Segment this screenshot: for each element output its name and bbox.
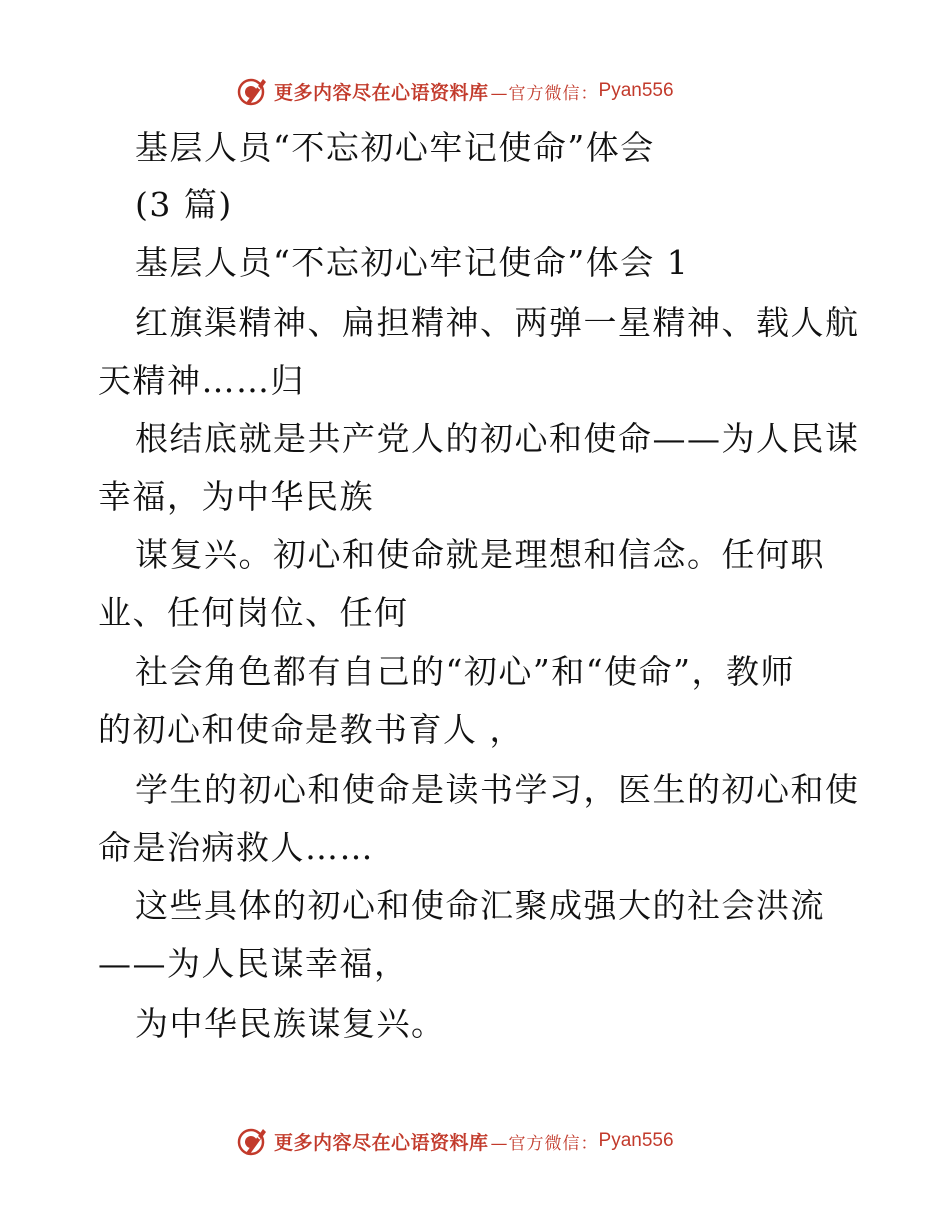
body-line: 谋复兴。初心和使命就是理想和信念。任何职 [135, 535, 825, 574]
watermark-separator: —官方微信： [490, 1133, 599, 1154]
body-line: 幸福，为中华民族 [98, 477, 374, 516]
body-line: 命是治病救人…… [98, 828, 374, 867]
watermark-separator: —官方微信： [490, 83, 599, 104]
pen-logo-icon [236, 75, 268, 107]
pen-logo-icon [236, 1125, 268, 1157]
document-title: 基层人员“不忘初心牢记使命”体会 [135, 128, 655, 167]
footer-watermark [236, 1124, 674, 1158]
body-line: 的初心和使命是教书育人 ， [98, 710, 524, 749]
body-line: 社会角色都有自己的“初心”和“使命”，教师 [135, 652, 795, 691]
body-line: ——为人民谋幸福， [98, 944, 409, 983]
body-line: 天精神……归 [98, 361, 305, 400]
body-line: 业、任何岗位、任何 [98, 593, 409, 632]
body-line: 学生的初心和使命是读书学习，医生的初心和使 [135, 770, 860, 809]
document-subtitle: (3 篇) [135, 185, 233, 224]
header-watermark [236, 74, 674, 108]
watermark-text: 更多内容尽在心语资料库 [274, 81, 489, 104]
body-line: 红旗渠精神、扁担精神、两弹一星精神、载人航 [135, 303, 860, 342]
body-line: 根结底就是共产党人的初心和使命——为人民谋 [135, 419, 860, 458]
watermark-text: 更多内容尽在心语资料库 [274, 1131, 489, 1154]
body-line: 为中华民族谋复兴。 [135, 1004, 446, 1043]
body-line: 这些具体的初心和使命汇聚成强大的社会洪流 [135, 886, 825, 925]
watermark-wechat-id: Pyan556 [598, 1130, 674, 1151]
section-heading: 基层人员“不忘初心牢记使命”体会 1 [135, 243, 690, 282]
watermark-wechat-id: Pyan556 [598, 80, 674, 101]
